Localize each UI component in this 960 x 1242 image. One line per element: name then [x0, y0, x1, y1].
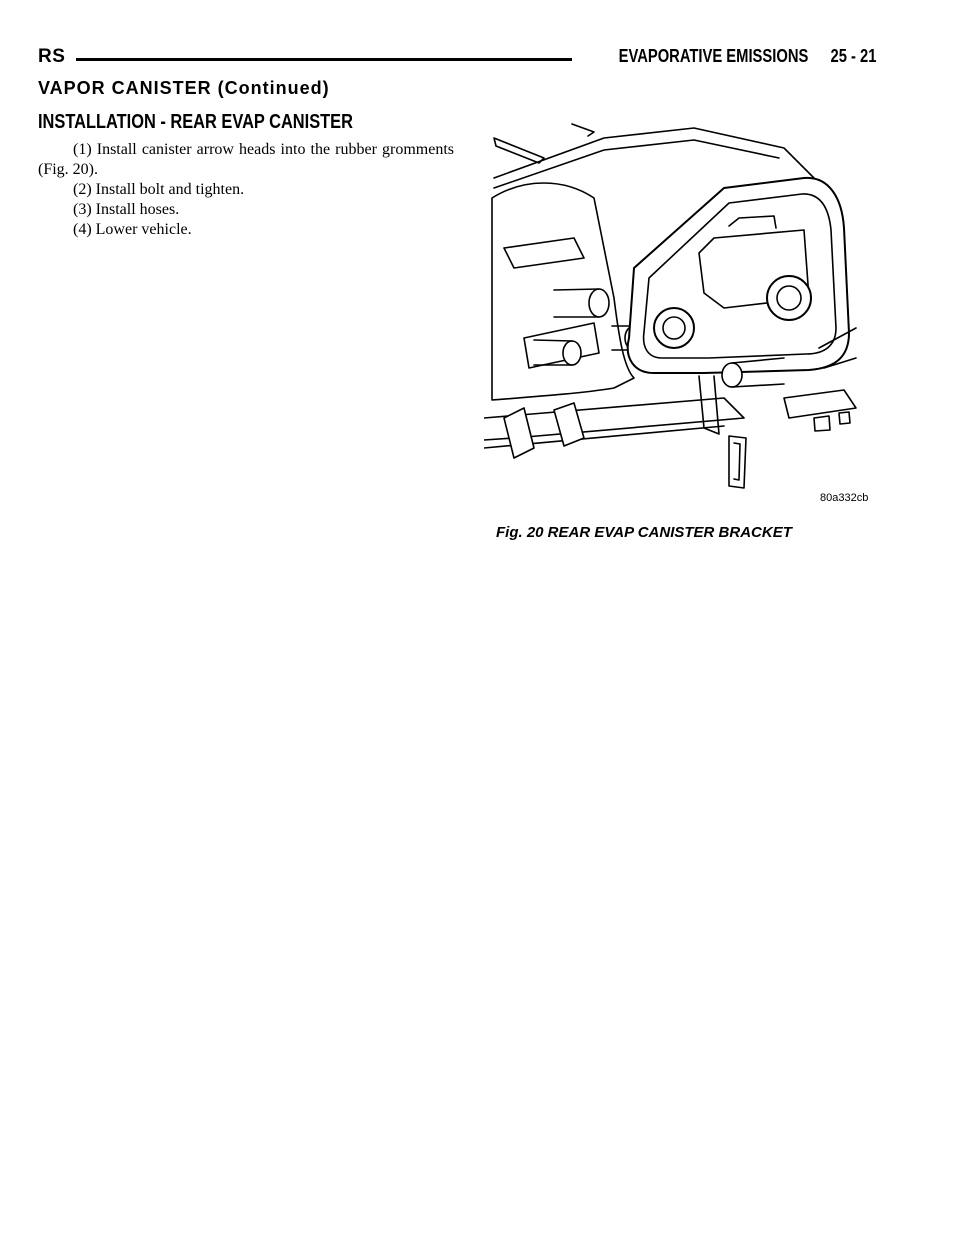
installation-steps — [38, 140, 454, 240]
figure-code: 80a332cb — [820, 492, 869, 504]
figure-caption: Fig. 20 REAR EVAP CANISTER BRACKET — [496, 524, 792, 541]
step-4: (4) Lower vehicle. — [73, 221, 192, 238]
header-model-code: RS — [38, 46, 66, 67]
section-title: INSTALLATION - REAR EVAP CANISTER — [38, 111, 353, 133]
step-3: (3) Install hoses. — [73, 201, 180, 218]
header-rule — [76, 58, 572, 61]
step-2: (2) Install bolt and tighten. — [73, 181, 245, 198]
header-page-number: 25 - 21 — [830, 46, 876, 66]
canister-bracket-drawing — [484, 118, 862, 498]
header-section-info — [618, 46, 876, 67]
header-section-title: EVAPORATIVE EMISSIONS — [618, 46, 808, 66]
page-header — [38, 44, 876, 72]
step-1: (1) Install canister arrow heads into the rubber gromments (Fig. 20). — [38, 141, 454, 178]
figure-illustration — [484, 118, 862, 498]
continued-heading: VAPOR CANISTER (Continued) — [38, 78, 330, 98]
